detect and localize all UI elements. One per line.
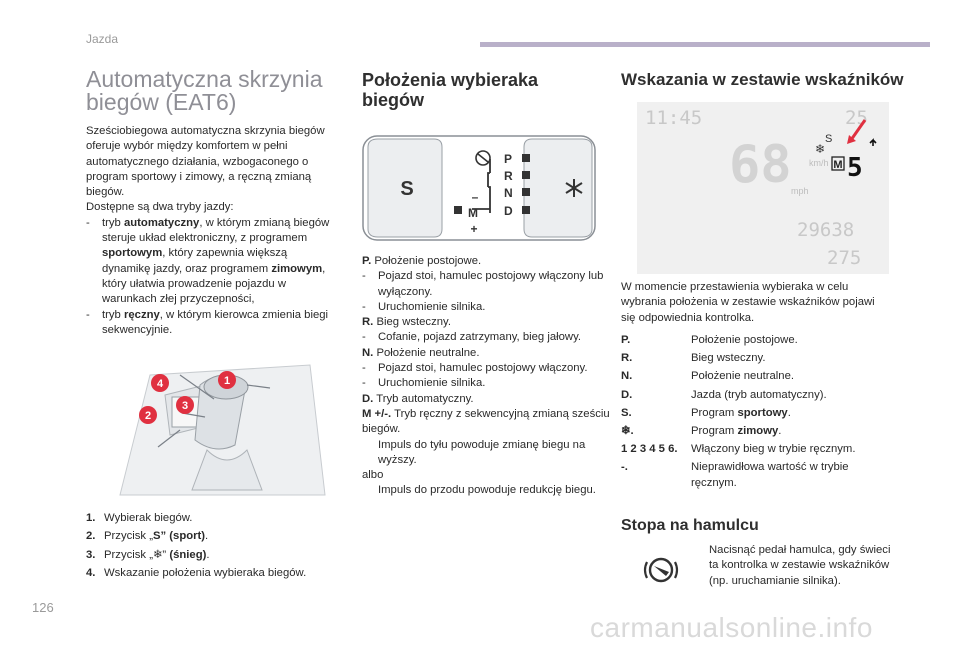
text: , w którym zmianą biegów steruje układ elektroniczny, z programem bbox=[102, 216, 330, 245]
cluster-time: 11:45 bbox=[645, 107, 703, 129]
left-title bbox=[86, 68, 336, 114]
dash-marker: - bbox=[362, 377, 366, 390]
bold-sport: sportowym bbox=[102, 247, 163, 260]
cluster-display bbox=[637, 102, 889, 274]
def-row bbox=[621, 424, 891, 440]
bold-text: sportowy bbox=[737, 406, 788, 419]
left-title-line2: biegów (EAT6) bbox=[86, 89, 237, 115]
cluster-odometer: 29638 bbox=[797, 219, 855, 241]
legend-item bbox=[86, 566, 346, 581]
text: Położenie postojowe. bbox=[691, 334, 798, 346]
gear-n: N bbox=[504, 186, 513, 200]
text: Pojazd stoi, hamulec postojowy włączony lub wyłączony. bbox=[378, 270, 604, 298]
pos-label: N. bbox=[362, 346, 374, 359]
text: Uruchomienie silnika. bbox=[378, 300, 486, 313]
bold-text: S” (sport) bbox=[152, 530, 206, 543]
gear-indicator-d bbox=[522, 206, 530, 214]
cluster-speed: 68 bbox=[729, 135, 792, 195]
bold-text: zimowy bbox=[737, 424, 779, 437]
cluster-gear: 5 bbox=[847, 153, 863, 183]
cluster-gear-mode: M bbox=[833, 159, 843, 171]
def-row bbox=[621, 333, 891, 349]
text: Program bbox=[691, 424, 738, 437]
dash-marker: - bbox=[362, 362, 366, 375]
gear-indicator-p bbox=[522, 154, 530, 162]
text: . bbox=[205, 530, 209, 543]
text: Przycisk „ bbox=[104, 530, 153, 543]
legend-number: 4. bbox=[86, 566, 96, 579]
text: Nacisnąć pedał hamulca, gdy świeci ta kontrolka w zestawie wskaźników (np. uruchamianie silnika). bbox=[709, 544, 891, 587]
def-key: 1 2 3 4 5 6. bbox=[621, 443, 678, 456]
pos-dash bbox=[362, 376, 617, 391]
def-row bbox=[621, 351, 891, 367]
def-row bbox=[621, 460, 891, 491]
pos-dash bbox=[362, 300, 617, 315]
watermark: carmanualsonline.info bbox=[590, 612, 873, 643]
svg-text:4: 4 bbox=[156, 378, 164, 390]
legend-item bbox=[86, 529, 346, 544]
text: . bbox=[778, 424, 782, 437]
cluster-speed-unit: km/h bbox=[809, 158, 829, 168]
text: Jazda (tryb automatyczny). bbox=[691, 388, 827, 401]
text: Wskazanie położenia wybieraka biegów. bbox=[104, 566, 307, 579]
callout-1 bbox=[218, 371, 236, 389]
pos-line bbox=[362, 254, 617, 269]
header-bar bbox=[480, 42, 930, 47]
text: Program bbox=[691, 406, 738, 419]
text: Położenie postojowe. bbox=[371, 255, 482, 267]
pos-line bbox=[362, 407, 617, 438]
sport-button-label: S bbox=[400, 178, 414, 200]
def-key: N. bbox=[621, 370, 633, 383]
cluster-snow-icon: ❄ bbox=[815, 142, 826, 156]
right-title-wrap bbox=[621, 70, 921, 90]
pos-line bbox=[362, 392, 617, 407]
text: . bbox=[787, 406, 791, 419]
pos-line bbox=[362, 315, 617, 330]
cluster-mph: mph bbox=[791, 186, 809, 196]
pos-dash bbox=[362, 330, 617, 345]
def-key: R. bbox=[621, 352, 633, 365]
legend-item bbox=[86, 511, 346, 526]
pos-label: D. bbox=[362, 392, 374, 405]
intro-paragraph: Sześciobiegowa automatyczna skrzynia biegów oferuje wybór między komfortem w pełni automatycznego działania, wzbogaconego o program sportowy i zimowy, a ręczną zmianą biegów. bbox=[86, 125, 325, 199]
manual-plus: + bbox=[470, 222, 478, 236]
pos-label: R. bbox=[362, 316, 374, 329]
brake-section-title: Stopa na hamulcu bbox=[621, 517, 759, 534]
gear-indicator-m bbox=[454, 206, 462, 214]
gear-console-illustration bbox=[110, 355, 330, 500]
cluster-sport-indicator: S bbox=[825, 133, 833, 145]
bold-manual: ręczny bbox=[123, 308, 160, 321]
text: Impuls do przodu powoduje redukcję biegu. bbox=[378, 484, 596, 497]
def-key: -. bbox=[621, 461, 628, 474]
right-intro: W momencie przestawienia wybieraka w celu wybrania położenia w zestawie wskaźników pojawi się odpowiednia kontrolka. bbox=[621, 281, 875, 324]
def-key: D. bbox=[621, 388, 633, 401]
mode-automatic bbox=[86, 216, 336, 308]
callout-3 bbox=[176, 396, 194, 414]
indicator-definitions bbox=[621, 333, 891, 494]
text: Bieg wsteczny. bbox=[373, 316, 451, 329]
def-row bbox=[621, 406, 891, 422]
middle-title bbox=[362, 70, 602, 110]
intro-modes: Dostępne są dwa tryby jazdy: bbox=[86, 201, 234, 214]
left-intro bbox=[86, 124, 336, 338]
text: Tryb ręczny z sekwencyjną zmianą sześciu biegów. bbox=[362, 407, 610, 436]
dash-marker: - bbox=[86, 308, 90, 321]
svg-text:1: 1 bbox=[223, 375, 231, 387]
upshift-arrow-icon bbox=[870, 140, 876, 146]
def-row bbox=[621, 442, 891, 458]
gear-p: P bbox=[504, 152, 513, 166]
text: Położenie neutralne. bbox=[373, 346, 480, 359]
svg-text:3: 3 bbox=[181, 400, 189, 412]
text: Tryb automatyczny. bbox=[373, 392, 474, 405]
pos-label: M +/-. bbox=[362, 407, 392, 420]
text: . bbox=[206, 548, 210, 561]
manual-m: M bbox=[468, 206, 478, 220]
def-row bbox=[621, 388, 891, 404]
pos-line bbox=[362, 346, 617, 361]
text: , który ułatwia prowadzenie pojazdu w warunkach złej przyczepności, bbox=[102, 262, 326, 306]
text: , w którym kierowca zmienia biegi sekwencyjnie. bbox=[102, 308, 329, 336]
cluster-trip: 275 bbox=[827, 247, 862, 269]
def-row bbox=[621, 369, 891, 385]
def-key: P. bbox=[621, 334, 631, 346]
middle-title-line2: biegów bbox=[362, 90, 424, 110]
legend-number: 2. bbox=[86, 530, 96, 543]
text: Przycisk „❄” bbox=[104, 548, 170, 561]
instrument-cluster-illustration bbox=[637, 102, 889, 274]
middle-title-line1: Położenia wybieraka bbox=[362, 70, 539, 90]
gear-d: D bbox=[504, 204, 513, 218]
text: Impuls do tyłu powoduje zmianę biegu na wyższy. bbox=[378, 438, 586, 466]
pos-line: albo bbox=[362, 469, 384, 482]
text: Uruchomienie silnika. bbox=[378, 377, 486, 390]
brake-text-item bbox=[693, 543, 893, 589]
middle-positions bbox=[362, 254, 617, 499]
mode-manual bbox=[86, 308, 336, 339]
legend-number: 3. bbox=[86, 548, 96, 561]
pos-arrow-item bbox=[362, 483, 617, 498]
pos-dash bbox=[362, 269, 617, 300]
callout-4 bbox=[151, 374, 169, 392]
manual-minus: – bbox=[471, 190, 479, 204]
def-key: ❄. bbox=[621, 424, 634, 437]
gear-indicator-r bbox=[522, 171, 530, 179]
text: Wybierak biegów. bbox=[104, 512, 193, 524]
text: Włączony bieg w trybie ręcznym. bbox=[691, 443, 856, 456]
section-label: Jazda bbox=[86, 32, 119, 46]
bold-text: (śnieg) bbox=[169, 548, 207, 561]
svg-text:2: 2 bbox=[144, 410, 152, 422]
brake-foot-icon bbox=[641, 550, 681, 590]
dash-marker: - bbox=[86, 216, 90, 229]
text: tryb bbox=[102, 216, 124, 229]
text: Bieg wsteczny. bbox=[691, 352, 766, 365]
callout-2 bbox=[139, 406, 157, 424]
text: Cofanie, pojazd zatrzymany, bieg jałowy. bbox=[378, 331, 582, 344]
callout-legend bbox=[86, 511, 346, 584]
bold-winter: zimowym bbox=[271, 262, 323, 275]
legend-item bbox=[86, 548, 346, 563]
left-title-line1: Automatyczna skrzynia bbox=[86, 66, 323, 92]
cluster-temp: 25 bbox=[845, 107, 868, 129]
pos-dash bbox=[362, 361, 617, 376]
text: Położenie neutralne. bbox=[691, 370, 795, 383]
gear-selector-panel bbox=[362, 135, 596, 241]
right-title: Wskazania w zestawie wskaźników bbox=[621, 70, 904, 89]
text: , który zapewnia większą dynamikę jazdy, oraz programem bbox=[102, 247, 288, 275]
text: Pojazd stoi, hamulec postojowy włączony. bbox=[378, 362, 588, 375]
brake-arrow-item bbox=[693, 543, 893, 589]
gear-indicator-n bbox=[522, 188, 530, 196]
gear-r: R bbox=[504, 169, 513, 183]
dash-marker: - bbox=[362, 331, 366, 344]
pos-label: P. bbox=[362, 255, 372, 267]
text: Nieprawidłowa wartość w trybie ręcznym. bbox=[691, 461, 849, 489]
pos-arrow-item bbox=[362, 438, 617, 469]
dash-marker: - bbox=[362, 270, 366, 283]
page-number: 126 bbox=[32, 600, 54, 615]
legend-number: 1. bbox=[86, 512, 96, 524]
def-key: S. bbox=[621, 406, 632, 419]
bold-automatic: automatyczny bbox=[123, 216, 200, 229]
text: tryb bbox=[102, 308, 124, 321]
dash-marker: - bbox=[362, 300, 366, 313]
brake-section-title-wrap bbox=[621, 516, 901, 536]
